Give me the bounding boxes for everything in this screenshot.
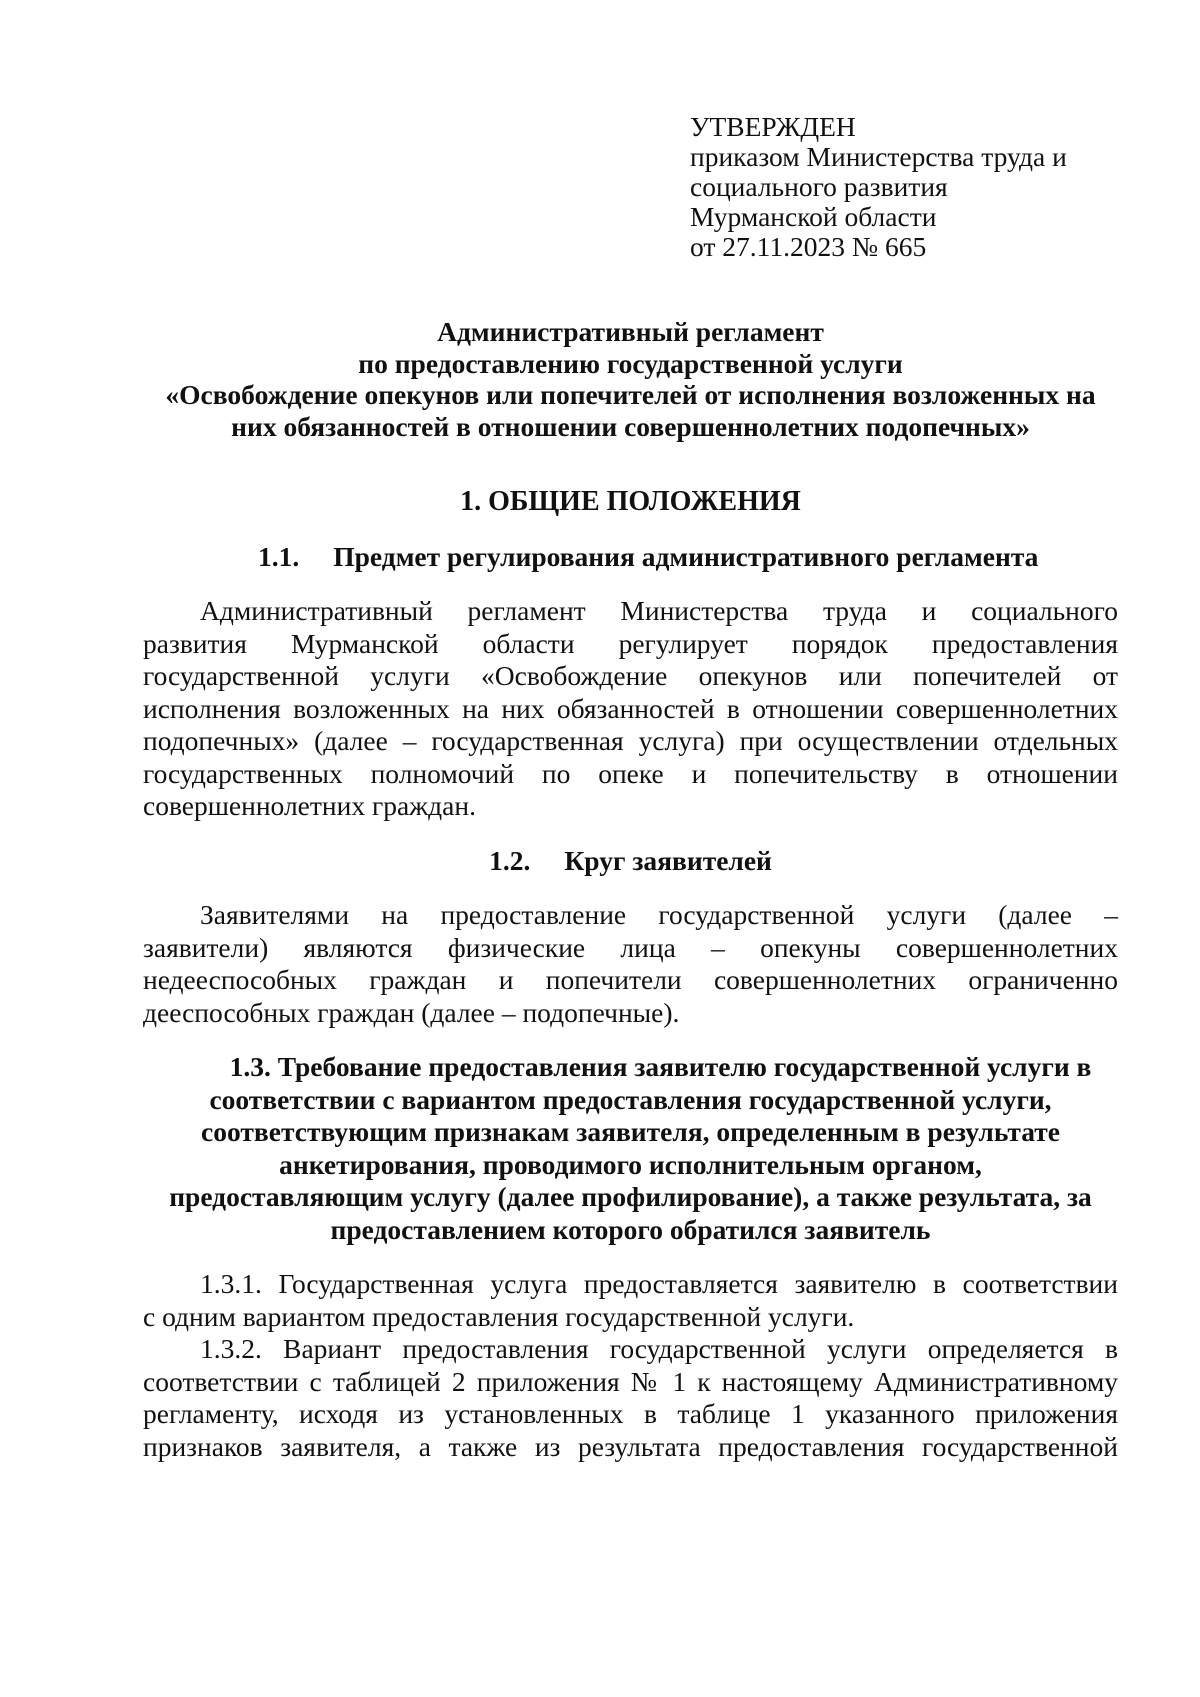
subsection-heading-1-2 xyxy=(143,845,1118,878)
paragraph-1-3-2 xyxy=(143,1333,1118,1463)
title-line: по предоставлению государственной услуги xyxy=(358,347,903,379)
heading-line: соответствии с вариантом предоставления государственной услуги, xyxy=(209,1083,1052,1115)
heading-line: соответствующим признакам заявителя, определенным в результате xyxy=(201,1116,1060,1147)
text-line: недееспособных граждан и попечители совершеннолетних ограниченно xyxy=(143,964,1118,995)
subsection-heading-1-3 xyxy=(143,1051,1118,1246)
text-line: 1.3.1. Государственная услуга предоставляется заявителю в соответствии xyxy=(200,1268,1118,1299)
text-line: государственной услуги «Освобождение опекунов или попечителей от xyxy=(143,660,1118,691)
subsection-title: Предмет регулирования административного регламента xyxy=(333,540,1039,572)
approval-line: Мурманской области xyxy=(690,201,937,232)
document-page xyxy=(143,112,1118,1463)
subsection-heading-1-1 xyxy=(143,541,1118,574)
text-line: 1.3.2. Вариант предоставления государственной услуги определяется в xyxy=(200,1333,1118,1364)
text-line: подопечных» (далее – государственная услуга) при осуществлении отдельных xyxy=(143,725,1118,756)
text-line: с одним вариантом предоставления государственной услуги. xyxy=(143,1300,855,1332)
text-line: заявители) являются физические лица – опекуны совершеннолетних xyxy=(143,931,1118,963)
text-line: признаков заявителя, а также из результата предоставления государственной xyxy=(143,1430,1118,1462)
subsection-title: Круг заявителей xyxy=(564,844,772,876)
subsection-number: 1.2. xyxy=(489,844,531,876)
text-line: исполнения возложенных на них обязанностей в отношении совершеннолетних xyxy=(143,692,1118,724)
text-line: развития Мурманской области регулирует порядок предоставления xyxy=(143,627,1118,659)
approval-line: социального развития xyxy=(690,171,948,202)
text-line: соответствии с таблицей 2 приложения № 1 к настоящему Административному xyxy=(143,1365,1118,1397)
subsection-number: 1.1. xyxy=(258,540,300,572)
heading-line: предоставлением которого обратился заявитель xyxy=(330,1213,931,1245)
text-line: Заявителями на предоставление государственной услуги (далее – xyxy=(200,899,1118,930)
approval-stamp xyxy=(690,112,1118,262)
paragraph-1-3-1 xyxy=(143,1268,1118,1333)
approval-line: УТВЕРЖДЕН xyxy=(690,111,856,142)
approval-line: от 27.11.2023 № 665 xyxy=(690,231,927,262)
text-line: совершеннолетних граждан. xyxy=(143,790,476,821)
title-line: них обязанностей в отношении совершеннолетних подопечных» xyxy=(231,410,1030,442)
text-line: Административный регламент Министерства труда и социального xyxy=(200,595,1118,626)
text-line: государственных полномочий по опеке и попечительству в отношении xyxy=(143,757,1118,789)
paragraph-1-1 xyxy=(143,595,1118,823)
text-line: дееспособных граждан (далее – подопечные). xyxy=(143,996,680,1028)
heading-line: анкетирования, проводимого исполнительным органом, xyxy=(279,1148,982,1180)
paragraph-1-2 xyxy=(143,899,1118,1029)
title-line: «Освобождение опекунов или попечителей от исполнения возложенных на xyxy=(165,379,1096,410)
text-line: регламенту, исходя из установленных в таблице 1 указанного приложения xyxy=(143,1398,1118,1429)
title-line: Административный регламент xyxy=(437,316,824,347)
heading-line: предоставляющим услугу (далее профилирование), а также результата, за xyxy=(169,1181,1092,1212)
section-heading: 1. ОБЩИЕ ПОЛОЖЕНИЯ xyxy=(460,486,801,517)
document-title xyxy=(143,316,1118,442)
approval-line: приказом Министерства труда и xyxy=(690,141,1067,172)
heading-line: 1.3. Требование предоставления заявителю государственной услуги в xyxy=(229,1051,1092,1082)
